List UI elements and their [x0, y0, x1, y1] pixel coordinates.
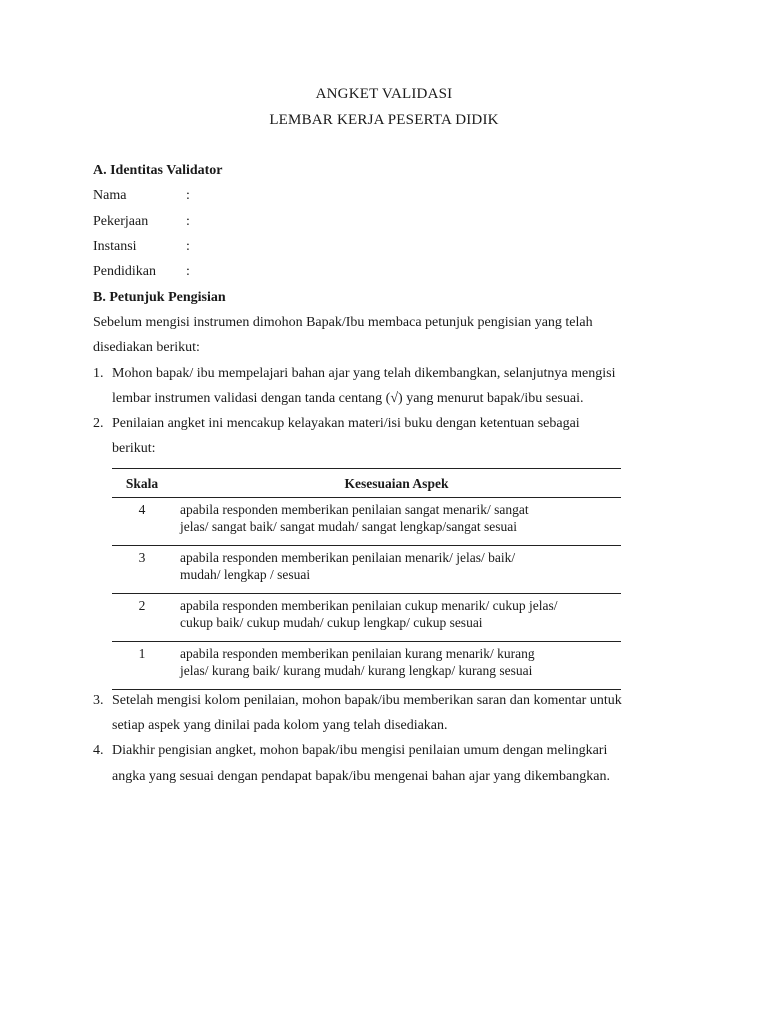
section-b-heading: B. Petunjuk Pengisian	[93, 290, 226, 305]
list-item-text: Diakhir pengisian angket, mohon bapak/ibu mengisi penilaian umum dengan melingkari	[112, 743, 608, 758]
field-label: Instansi	[93, 239, 137, 254]
table-row	[112, 546, 621, 594]
field-colon: :	[186, 239, 190, 254]
list-item-text: lembar instrumen validasi dengan tanda centang (√) yang menurut bapak/ibu sesuai.	[112, 391, 584, 406]
scale-value: 3	[112, 546, 172, 594]
field-nama	[93, 186, 126, 206]
intro-text: disediakan berikut:	[93, 340, 200, 355]
list-number: 3.	[93, 693, 104, 708]
description-line: apabila responden memberikan penilaian sangat menarik/ sangat	[180, 502, 529, 517]
field-colon: :	[186, 188, 190, 203]
table-row	[112, 498, 621, 546]
description-line: cukup baik/ cukup mudah/ cukup lengkap/ cukup sesuai	[180, 615, 483, 630]
document-subtitle: LEMBAR KERJA PESERTA DIDIK	[269, 112, 499, 128]
list-item-text: angka yang sesuai dengan pendapat bapak/ibu mengenai bahan ajar yang dikembangkan.	[112, 769, 610, 784]
scale-value: 4	[112, 498, 172, 546]
scale-value: 1	[112, 642, 172, 690]
description-line: apabila responden memberikan penilaian cukup menarik/ cukup jelas/	[180, 598, 558, 613]
intro-text: Sebelum mengisi instrumen dimohon Bapak/Ibu membaca petunjuk pengisian yang telah	[93, 315, 593, 330]
scale-description	[172, 642, 621, 690]
field-colon: :	[186, 264, 190, 279]
field-label: Nama	[93, 188, 127, 203]
description-line: mudah/ lengkap / sesuai	[180, 567, 311, 582]
document-title: ANGKET VALIDASI	[315, 86, 453, 102]
list-number: 4.	[93, 743, 104, 758]
field-pekerjaan	[93, 212, 148, 232]
description-line: apabila responden memberikan penilaian kurang menarik/ kurang	[180, 646, 535, 661]
field-instansi	[93, 237, 137, 257]
list-item-text: Penilaian angket ini mencakup kelayakan materi/isi buku dengan ketentuan sebagai	[112, 416, 580, 431]
field-pendidikan	[93, 262, 156, 282]
description-line: jelas/ sangat baik/ sangat mudah/ sangat lengkap/sangat sesuai	[180, 519, 518, 534]
table-row	[112, 594, 621, 642]
list-item-text: Setelah mengisi kolom penilaian, mohon bapak/ibu memberikan saran dan komentar untuk	[112, 693, 622, 708]
scale-table	[112, 468, 621, 690]
list-number: 2.	[93, 416, 104, 431]
list-item-text: setiap aspek yang dinilai pada kolom yang telah disediakan.	[112, 718, 448, 733]
table-header-row	[112, 469, 621, 498]
list-number: 1.	[93, 366, 104, 381]
field-label: Pekerjaan	[93, 214, 149, 229]
scale-description	[172, 546, 621, 594]
column-header-skala: Skala	[112, 469, 172, 498]
column-header-kesesuaian: Kesesuaian Aspek	[172, 469, 621, 498]
description-line: apabila responden memberikan penilaian menarik/ jelas/ baik/	[180, 550, 516, 565]
description-line: jelas/ kurang baik/ kurang mudah/ kurang lengkap/ kurang sesuai	[180, 663, 533, 678]
section-a-heading: A. Identitas Validator	[93, 163, 223, 178]
field-label: Pendidikan	[93, 264, 156, 279]
list-item-text: Mohon bapak/ ibu mempelajari bahan ajar yang telah dikembangkan, selanjutnya mengisi	[112, 366, 616, 381]
list-item-text: berikut:	[112, 441, 156, 456]
scale-description	[172, 498, 621, 546]
scale-value: 2	[112, 594, 172, 642]
table-row	[112, 642, 621, 690]
scale-description	[172, 594, 621, 642]
field-colon: :	[186, 214, 190, 229]
